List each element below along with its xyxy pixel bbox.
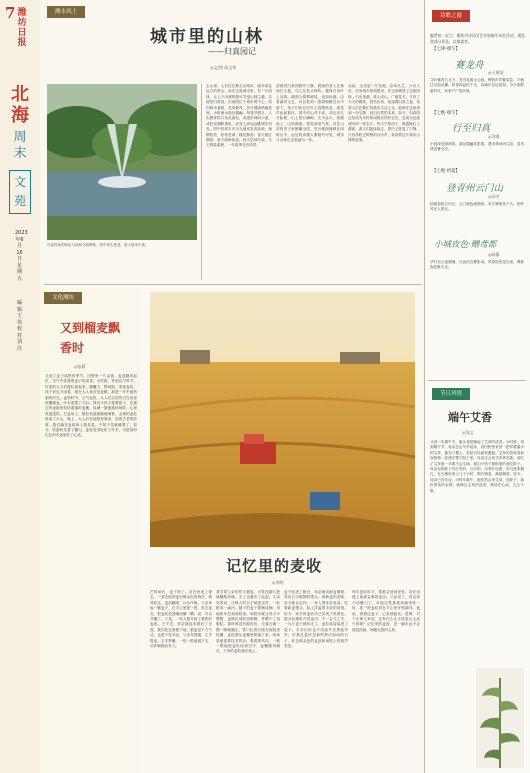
poem-body: 华灯初上夜阑珊，白浪河边柳影闲。风筝摇曳星空里，鸢都夜色醉人还。: [430, 260, 524, 270]
poem-body: 艾叶飘香五月天，龙舟竞渡水云间。锣鼓声声催桨急，千帆过尽浪花翻。粽香四溢传千古，诗魂长存忆屈原。今日欢歌新时代，家家户户笑开颜。: [430, 78, 524, 93]
poem-heading: 【七绝·端午】: [432, 111, 460, 116]
feature-title: 记忆里的麦收: [226, 557, 323, 575]
poem-title: 赛龙舟: [455, 60, 484, 71]
top-story-subtitle: ——归真园记: [208, 47, 256, 56]
mugwort-photo: [476, 668, 524, 768]
poem-body: 小园深处绿荫浓，曲径通幽花影重。漫步林间听鸟语，清风徐送暑全空。: [430, 142, 524, 152]
feature-col1: 芒种前后，麦子熟了。站在田埂上望去，一望无际的麦田像金色的海洋，微风吹过，麦浪翻滚，沙沙作响。父亲拿起一穗麦子，在手心里搓一搓，吹去麦壳，把麦粒放进嘴里嚼一嚼，说：可以开镰了。于是，一家人便开始了紧张的麦收。天不亮，母亲就起来做好了早饭，我们吃过饭便下地。割麦是个力气活，也是个技术活，父亲弯着腰，左手揽麦，右手挥镰，一把一把地割下去，动作娴熟而有力。: [150, 590, 212, 649]
festival-body: 又到一年端午节，街头巷尾飘起了艾草的清香。小时候，每到端午节，母亲总会早早起床，到田野里采回一把带着露水的艾草，插在门楣上，说是可以驱邪避瘟。艾草的香味清新而独特，弥漫在整个院子里。母亲还会用艾草煮鸡蛋，说吃了艾草蛋一年都不会生病。我们小孩子最盼望的是吃粽子，母亲包的粽子有红枣的、豆沙的，用苇叶包裹，用马莲草捆扎，在大锅里煮上几个小时，揭开锅盖，满屋飘香。如今，母亲已经年迈，可每年端午，她依然会采艾草、包粽子，那份浓浓的亲情，就像这艾草的清香，萦绕在心间，久久不散。: [430, 440, 524, 493]
right-divider: [428, 380, 526, 381]
issue-date: 2023年6月16日 星期五: [15, 230, 28, 282]
page-number: 7: [5, 4, 16, 22]
right-column-rule: [424, 0, 425, 773]
paper-name: 潍坊日报: [17, 8, 27, 48]
festival-section-tag: 节日风情: [432, 388, 470, 400]
essay-author: ◎张莉: [74, 364, 86, 369]
feature-author: ◎李明: [272, 580, 284, 585]
masthead-beihai: 北海: [11, 84, 29, 126]
feature-col3: 麦子收进了粮仓，母亲便用新麦磨面，蒸出白白胖胖的馒头。那新麦的香味，至今难以忘怀。一家人围坐在桌前，吃着新麦馒头，脸上洋溢着丰收的喜悦。如今，家乡的麦收早已实现了机械化，联合收割机开进麦田，不一会儿工夫，一大片麦子就收完了，麦粒直接装进了袋子。乡亲们再也不用起早贪黑地劳作，可我总是怀念那些挥汗如雨的日子，怀念那金色的麦浪和场院上的欢声笑语。: [284, 590, 348, 649]
photo-caption: 归真园里的喷泉与绿树交相辉映，园中草木葱茏，游人络绎不绝。: [47, 243, 149, 247]
poetry-intro: 编者按：近日，潍坊市诗词学会开展端午诗会活动，现选登部分作品，以飨读者。: [430, 33, 525, 44]
poem-title: 小城夜色·赠鸢都: [434, 240, 497, 250]
poet-name: ◎刘海: [488, 134, 500, 139]
poet-name: ◎陈静: [488, 252, 500, 257]
essay-section-tag: 文化潍坊: [44, 292, 82, 304]
column-rule: [201, 84, 202, 280]
festival-title: 端午艾香: [448, 411, 492, 424]
top-story-col3: 从前，这里是一片荒地，杂草丛生，少有人至。后来城市规划建设，在这里修建了这座园林，引水造湖，堆土成山，广植花木，才有了今天的模样。园名归真，取返璞归真之意，希望人们在繁忙的都市生活之余，能够在这里找到一份宁静，回归自然的本真。如今，归真园已经成为市民休闲娱乐的好去处，也成为这座城市的一张名片。每当夕阳西下，晚霞映红了湖面，游人们陆续离去，园中又恢复了宁静，只有风吹过树梢的沙沙声，诉说着这片城市山林的故事。: [348, 84, 420, 143]
top-story-col1: 去山里，人们往往要走出城市，驱车前往远方的青山。而在这座城市里，有一片园林，让人不出城郭便可享受山林之趣，这便是归真园。归真园位于城市的中心，园内林木葱郁，花草繁茂，亭台楼阁错落其间，小桥流水曲径通幽。每逢节假日，人们携家带口来此游玩，或漫步林间小道，或驻足湖畔观鱼，或登上高处远眺城市风光。园中的树木多为当地常见的品种，杨柳依依，松柏苍翠，槐花飘香。春天桃红柳绿，夏天绿荫如盖，秋天层林尽染，冬天银装素裹，一年四季各有风景。: [206, 84, 272, 148]
poem-title: 行至归真: [452, 123, 491, 134]
poet-name: ◎孙宇: [488, 194, 500, 199]
top-section-tag: 潍水风土: [47, 6, 85, 18]
poetry-section-tag: 诗歌之窗: [432, 10, 470, 22]
masthead: [0, 0, 40, 773]
editor-credits: 编辑 王伟 校对 刘洋: [16, 300, 22, 352]
top-story-byline: ◎文/图 高宝华: [210, 65, 237, 70]
fountain-photo: [47, 84, 197, 240]
poem-body: 拾级登临万仞山，云门晓色画图间。寿字摩崖传千古，驼岭风光入梦还。: [430, 202, 524, 212]
poem-heading: 【七律·端午】: [432, 47, 460, 52]
top-story-col2: 清晨的归真园格外宁静，晨练的老人在林间打太极，鸟儿在枝头啼鸣，露珠在草叶上闪烁。湖面上薄雾缭绕，宛如仙境。沿着湖岸走去，可以看到一群群锦鲤在水中游弋，孩子们趴在栏杆上投喂鱼食，欢笑声此起彼伏。园中的山并不高，却也有几分险峻，山上怪石嶙峋，古木参天，拾级而上，山风拂面，顿觉神清气爽。站在山顶的亭子里俯瞰全园，亭台楼阁掩映在绿树丛中，远处的高楼大厦隐约可见，城市与山林在这里融为一体。: [276, 84, 344, 143]
section-badge: 文苑: [9, 170, 31, 214]
section-divider: [44, 284, 422, 285]
top-story-title: 城市里的山林: [150, 27, 264, 47]
wheat-field-photo: [150, 292, 415, 547]
feature-col4: 每年麦收时节，我都会回到老家，站在田埂上看那金黄的麦田。父亲老了，再也拿不动镰刀了，可他还是喜欢到地里转一转，抓一把麦粒放在手心里仔细端详。他说，看着这麦子，心里就踏实。是啊，对于庄稼人来说，还有什么比丰收更让人高兴的呢？记忆里的麦收，是一幅永远不会褪色的画，珍藏在我的心底。: [352, 590, 420, 632]
essay-body: 又到了麦子成熟的季节，田野里一片金黄，麦浪随风起伏，空气中弥漫着麦子的清香。小时候，每到这个时节，村里的大人们便忙碌起来，磨镰刀、整场院、准备麦收。孩子们也不闲着，跟在大人身后拾麦穗，那是一年中最热闹的时光。麦收时节，天气炎热，大人们头顶烈日在田里挥镰割麦，汗水湿透了衣衫。我们小孩子提着篮子，在割过的麦地里捡拾遗落的麦穗，捡满一篮便跑回场院，心里美滋滋的。打麦场上，脱粒机轰隆隆地响着，金黄的麦粒堆成了小山。晚上，大人们在场院里乘凉，讲着古老的故事，我们躺在麦秸垛上数星星，不知不觉就睡着了。如今，收割机代替了镰刀，麦收变得轻松了许多，可是那份记忆却永远留在了心底。: [45, 374, 137, 438]
feature-col2: 我学着父亲的样子割麦，可是没割几把就腰酸背痛，手上也磨出了血泡。父亲笑着说，庄稼人的日子就是这样，一粒粮食一滴汗。割下的麦子要捆成捆，用地排车拉到场院里。场院早就压得平平整整，麦捆在场院里晾晒，等晒干了再脱粒。那时候没有脱粒机，全靠石磙一圈一圈地碾压，牲口拉着石磙在场院里转圈，麦粒便从麦穗里脱落下来。扬场是最需要技术的活，要看准风向，一锨一锨地把麦粒扬到空中，麦糠随风飘走，干净的麦粒落在地上。: [216, 590, 280, 654]
poet-name: ◎王建国: [488, 70, 504, 75]
festival-author: ◎刘文: [462, 430, 474, 435]
poem-heading: 【七绝·初夏】: [432, 169, 460, 174]
masthead-weekend: 周末: [13, 130, 27, 161]
essay-title: 又到榴麦飘香时: [60, 321, 121, 355]
poem-title: 登青州云门山: [446, 183, 504, 194]
